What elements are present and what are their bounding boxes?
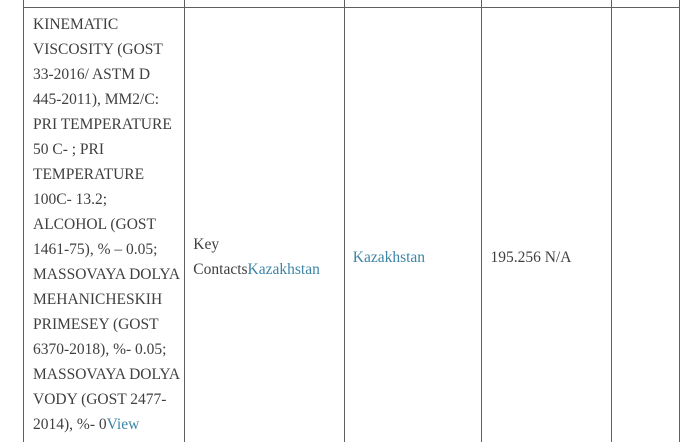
specifications-cell xyxy=(24,8,185,442)
key-contacts-label: Key Contacts xyxy=(193,236,248,278)
previous-row-cell xyxy=(482,0,612,8)
value-cell xyxy=(482,8,612,442)
value-text: 195.256 N/A xyxy=(490,248,572,266)
country-link[interactable]: Kazakhstan xyxy=(352,248,426,266)
previous-row-cell xyxy=(24,0,185,8)
previous-row-cell xyxy=(185,0,344,8)
specifications-text: KINEMATIC VISCOSITY (GOST 33-2016/ ASTM D 445-2011), MM2/C: PRI TEMPERATURE 50 C- ; PRI TEMPERATURE 100C- 13.2; ALCOHOL (GOST 1461-75), % – 0.05; MASSOVAYA DOLYA MEHANICHESKIH PRIMESEY (GOST 6370-2018), %- 0.05; MASSOVAYA DOLYA VODY (GOST 2477-2014), %- 0 xyxy=(33,16,180,433)
view-link[interactable]: View xyxy=(106,416,140,433)
product-details-table xyxy=(23,0,680,442)
key-contacts-cell xyxy=(185,8,344,442)
table-row xyxy=(24,8,680,442)
previous-row-cell xyxy=(344,0,482,8)
previous-table-row xyxy=(24,0,680,8)
key-contacts-country-link[interactable]: Kazakhstan xyxy=(247,261,320,278)
cutoff-cell xyxy=(612,8,680,442)
country-cell xyxy=(344,8,482,442)
previous-row-cell xyxy=(612,0,680,8)
